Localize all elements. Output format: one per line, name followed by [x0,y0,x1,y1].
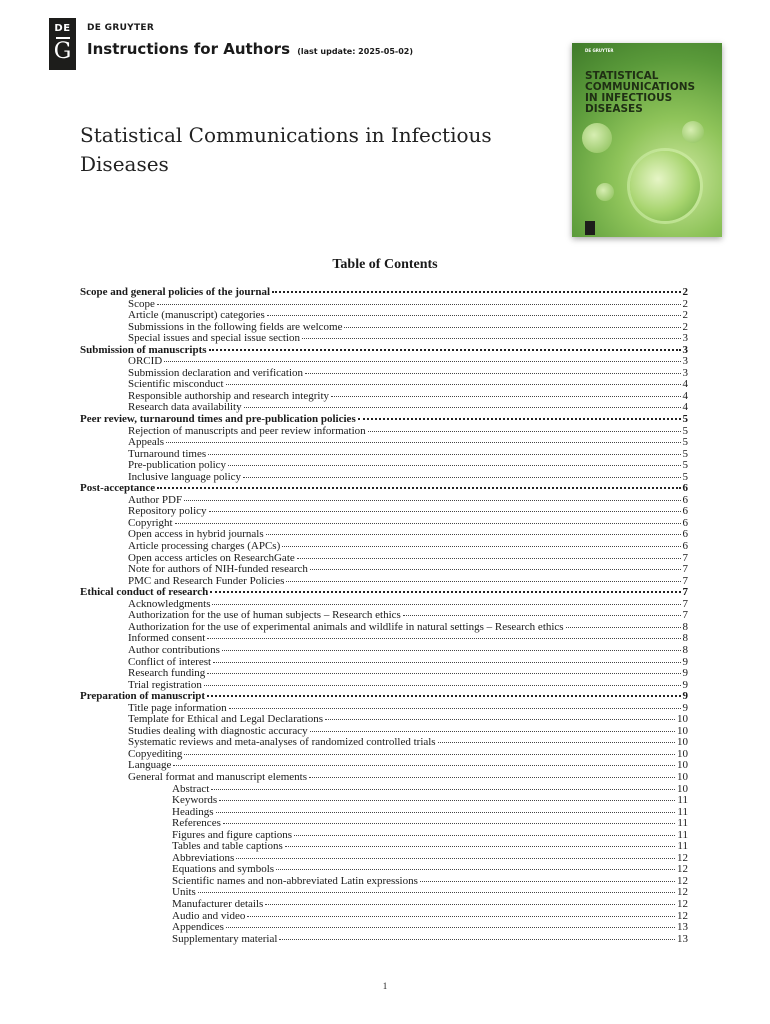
toc-entry-page: 11 [677,829,688,841]
toc-entry[interactable] [80,402,688,414]
toc-entry-title: Post-acceptance [80,483,156,495]
toc-entry-title: Headings [172,806,214,818]
toc-entry[interactable] [80,495,688,507]
toc-entry[interactable] [80,795,688,807]
toc-entry-title: Acknowledgments [128,598,211,610]
toc-entry-page: 10 [677,748,688,760]
toc-entry[interactable] [80,460,688,472]
cover-title-line: IN INFECTIOUS [585,92,673,104]
toc-entry-title: Article processing charges (APCs) [128,541,281,553]
toc-leader-dots [198,891,675,893]
toc-entry[interactable] [80,506,688,518]
publisher-logo [49,18,76,70]
toc-entry[interactable] [80,934,688,946]
toc-entry-title: Preparation of manuscript [80,691,206,703]
toc-leader-dots [184,499,680,501]
journal-cover-image [572,43,722,237]
toc-leader-dots [267,314,681,316]
toc-heading: Table of Contents [332,257,438,272]
toc-entry[interactable] [80,610,688,622]
toc-entry-title: Manufacturer details [172,898,264,910]
toc-entry[interactable] [80,391,688,403]
toc-entry[interactable] [80,645,688,657]
toc-entry-title: Open access in hybrid journals [128,529,264,541]
toc-entry-title: Author PDF [128,494,183,506]
toc-entry[interactable] [80,541,688,553]
toc-entry-page: 12 [677,875,688,887]
toc-entry[interactable] [80,379,688,391]
toc-leader-dots [279,938,675,940]
toc-entry-page: 7 [682,564,688,576]
cover-title [585,71,715,115]
toc-entry[interactable] [80,299,688,311]
toc-entry-page: 4 [682,390,688,402]
toc-entry-page: 12 [677,887,688,899]
toc-entry-page: 9 [682,691,688,703]
toc-entry-title: Title page information [128,702,227,714]
toc-entry-title: Special issues and special issue section [128,333,300,345]
cover-brand: DE GRUYTER [585,48,614,53]
toc-entry-title: Turnaround times [128,448,207,460]
toc-leader-dots [368,430,681,432]
toc-entry-title: Scientific misconduct [128,379,224,391]
toc-entry-title: Repository policy [128,506,207,518]
toc-entry-title: Rejection of manuscripts and peer review information [128,425,366,437]
toc-entry-title: Systematic reviews and meta-analyses of randomized controlled trials [128,737,436,749]
toc-entry-title: Appendices [172,922,224,934]
toc-entry-page: 9 [682,679,688,691]
toc-entry-page: 10 [677,737,688,749]
toc-entry[interactable] [80,818,688,830]
toc-entry[interactable] [80,691,688,703]
toc-entry-title: Note for authors of NIH-funded research [128,564,308,576]
toc-entry[interactable] [80,564,688,576]
toc-entry[interactable] [80,426,688,438]
toc-entry-page: 4 [682,379,688,391]
toc-entry-page: 6 [682,483,688,495]
toc-entry-title: Scope and general policies of the journal [80,287,271,298]
toc-entry-title: Tables and table captions [172,841,283,853]
toc-entry-page: 7 [682,610,688,622]
toc-entry-title: Keywords [172,795,218,807]
toc-entry[interactable] [80,876,688,888]
toc-entry-page: 2 [682,321,688,333]
toc-entry[interactable] [80,887,688,899]
toc-entry-page: 11 [677,841,688,853]
toc-entry-title: Submission of manuscripts [80,344,207,356]
toc-entry-page: 6 [682,506,688,518]
toc-entry-title: ORCID [128,356,163,368]
cover-title-line: COMMUNICATIONS [585,81,696,93]
toc-leader-dots [420,880,675,882]
document-title [87,40,413,58]
toc-entry-page: 2 [682,298,688,310]
toc-entry-page: 2 [682,287,688,298]
journal-title: Statistical Communications in Infectious Diseases [80,123,492,176]
toc-entry-title: Copyright [128,517,173,529]
toc-entry[interactable] [80,599,688,611]
toc-leader-dots [276,868,675,870]
toc-entry-title: Open access articles on ResearchGate [128,552,295,564]
toc-entry-title: Abstract [172,783,210,795]
toc-leader-dots [166,441,680,443]
toc-entry-page: 8 [682,644,688,656]
toc-leader-dots [212,603,680,605]
toc-leader-dots [226,926,675,928]
toc-entry[interactable] [80,853,688,865]
toc-entry-page: 3 [682,367,688,379]
toc-leader-dots [164,360,680,362]
toc-leader-dots [325,718,675,720]
toc-entry[interactable] [80,622,688,634]
toc-entry[interactable] [80,749,688,761]
toc-entry-title: Research funding [128,668,206,680]
toc-entry-page: 4 [682,402,688,414]
toc-entry[interactable] [80,483,688,495]
toc-entry-page: 5 [682,414,688,426]
toc-entry-title: Ethical conduct of research [80,587,209,599]
toc-entry-title: Article (manuscript) categories [128,310,265,322]
toc-entry-page: 5 [682,425,688,437]
toc-leader-dots [184,753,675,755]
toc-entry[interactable] [80,680,688,692]
toc-entry-page: 2 [682,310,688,322]
toc-leader-dots [566,626,681,628]
toc-entry-page: 6 [682,494,688,506]
toc-leader-dots [204,684,681,686]
toc-leader-dots [219,799,675,801]
toc-entry-title: PMC and Research Funder Policies [128,575,285,587]
toc-entry-title: Trial registration [128,679,202,691]
toc-entry-title: Informed consent [128,633,206,645]
toc-leader-dots [157,486,680,489]
table-of-contents [80,287,688,945]
toc-leader-dots [302,337,681,339]
toc-leader-dots [210,590,680,593]
toc-leader-dots [247,915,675,917]
toc-entry-title: Research data availability [128,402,242,414]
toc-entry-title: Authorization for the use of experimental animals and wildlife in natural settings – Research ethics [128,621,564,633]
toc-leader-dots [282,545,680,547]
toc-leader-dots [344,326,680,328]
toc-entry-page: 6 [682,529,688,541]
toc-entry-page: 5 [682,448,688,460]
virus-illustration [596,183,614,201]
toc-leader-dots [222,649,681,651]
toc-entry-page: 10 [677,714,688,726]
toc-entry-page: 3 [682,356,688,368]
toc-entry[interactable] [80,310,688,322]
toc-entry-title: Figures and figure captions [172,829,293,841]
toc-entry-page: 8 [682,633,688,645]
logo-top-text: DE [54,23,71,34]
toc-leader-dots [236,857,675,859]
cover-title-line: STATISTICAL [585,70,659,82]
toc-entry[interactable] [80,899,688,911]
document-title-text: Instructions for Authors [87,40,290,58]
toc-entry-page: 11 [677,806,688,818]
toc-entry[interactable] [80,841,688,853]
toc-entry[interactable] [80,333,688,345]
toc-entry[interactable] [80,449,688,461]
toc-entry-title: Submissions in the following fields are welcome [128,321,343,333]
toc-leader-dots [209,510,681,512]
toc-entry-page: 9 [682,656,688,668]
toc-entry-page: 8 [682,621,688,633]
toc-leader-dots [175,522,681,524]
toc-entry-page: 10 [677,760,688,772]
toc-leader-dots [229,707,681,709]
toc-entry-title: Inclusive language policy [128,471,242,483]
toc-entry[interactable] [80,807,688,819]
toc-entry[interactable] [80,703,688,715]
toc-entry-page: 5 [682,460,688,472]
toc-leader-dots [157,303,681,305]
toc-entry[interactable] [80,322,688,334]
toc-entry[interactable] [80,726,688,738]
toc-leader-dots [310,730,675,732]
toc-entry-title: Responsible authorship and research integrity [128,390,330,402]
toc-entry-title: Audio and video [172,910,246,922]
toc-entry-title: Abbreviations [172,852,235,864]
toc-entry-page: 10 [677,725,688,737]
toc-entry-page: 10 [677,771,688,783]
toc-entry-page: 12 [677,852,688,864]
toc-entry-page: 11 [677,818,688,830]
toc-entry[interactable] [80,714,688,726]
toc-leader-dots [209,348,681,351]
toc-entry-title: Supplementary material [172,933,278,945]
toc-entry[interactable] [80,772,688,784]
toc-entry-title: Authorization for the use of human subjects – Research ethics [128,610,401,622]
toc-leader-dots [207,672,680,674]
toc-entry[interactable] [80,529,688,541]
toc-entry-title: Submission declaration and verification [128,367,304,379]
toc-entry-title: Units [172,887,196,899]
toc-entry-title: Scientific names and non-abbreviated Latin expressions [172,875,418,887]
toc-entry-title: Copyediting [128,748,183,760]
toc-leader-dots [286,580,680,582]
toc-entry[interactable] [80,911,688,923]
toc-leader-dots [228,464,680,466]
toc-leader-dots [223,822,676,824]
toc-entry[interactable] [80,414,688,426]
toc-leader-dots [207,694,680,697]
toc-entry-title: Scope [128,298,155,310]
toc-leader-dots [285,845,676,847]
toc-leader-dots [294,834,675,836]
toc-entry-page: 9 [682,702,688,714]
toc-entry-title: Appeals [128,437,165,449]
toc-entry[interactable] [80,668,688,680]
toc-entry[interactable] [80,576,688,588]
toc-leader-dots [266,533,681,535]
logo-bottom-text: G [53,39,72,64]
toc-leader-dots [207,637,680,639]
toc-leader-dots [226,383,681,385]
toc-entry-title: Equations and symbols [172,864,275,876]
toc-leader-dots [272,290,680,293]
toc-entry-page: 5 [682,437,688,449]
toc-entry-page: 7 [682,575,688,587]
toc-entry-page: 6 [682,517,688,529]
toc-entry-title: Conflict of interest [128,656,212,668]
virus-illustration [682,121,704,143]
virus-illustration [630,151,700,221]
toc-entry-title: Studies dealing with diagnostic accuracy [128,725,308,737]
toc-entry-title: Author contributions [128,644,220,656]
virus-illustration [582,123,612,153]
toc-leader-dots [403,614,681,616]
toc-leader-dots [310,568,681,570]
toc-entry-page: 10 [677,783,688,795]
toc-leader-dots [211,788,675,790]
toc-entry-page: 9 [682,668,688,680]
toc-entry-page: 7 [682,598,688,610]
toc-leader-dots [331,395,680,397]
toc-entry-page: 12 [677,910,688,922]
toc-entry[interactable] [80,553,688,565]
toc-entry[interactable] [80,587,688,599]
toc-entry[interactable] [80,472,688,484]
toc-entry[interactable] [80,437,688,449]
toc-entry[interactable] [80,864,688,876]
toc-entry-page: 3 [682,333,688,345]
toc-entry-title: Pre-publication policy [128,460,227,472]
toc-entry[interactable] [80,345,688,357]
toc-leader-dots [244,406,681,408]
toc-entry-page: 6 [682,541,688,553]
toc-entry-page: 7 [682,552,688,564]
toc-leader-dots [297,557,681,559]
toc-entry-page: 13 [677,933,688,945]
toc-leader-dots [243,476,680,478]
publisher-name: DE GRUYTER [87,23,155,33]
last-update-label: (last update: 2025-05-02) [297,47,414,56]
toc-leader-dots [213,661,680,663]
toc-leader-dots [208,453,680,455]
toc-leader-dots [216,811,676,813]
toc-leader-dots [265,903,675,905]
toc-entry-page: 5 [682,471,688,483]
toc-entry-page: 3 [682,344,688,356]
toc-leader-dots [438,741,675,743]
toc-leader-dots [173,764,675,766]
toc-entry[interactable] [80,356,688,368]
toc-entry-title: Peer review, turnaround times and pre-publication policies [80,414,356,426]
toc-entry[interactable] [80,633,688,645]
toc-entry-page: 7 [682,587,688,599]
page-number: 1 [382,981,388,991]
cover-title-line: DISEASES [585,103,643,115]
toc-leader-dots [305,372,680,374]
toc-entry-title: References [172,818,221,830]
toc-entry-page: 11 [677,795,688,807]
toc-entry[interactable] [80,922,688,934]
cover-logo-strip [585,221,595,235]
toc-leader-dots [358,417,681,420]
toc-entry-title: General format and manuscript elements [128,771,307,783]
toc-entry[interactable] [80,737,688,749]
toc-entry-title: Template for Ethical and Legal Declarations [128,714,324,726]
toc-entry[interactable] [80,760,688,772]
toc-entry-page: 12 [677,898,688,910]
toc-entry-page: 13 [677,922,688,934]
toc-entry[interactable] [80,830,688,842]
toc-entry[interactable] [80,657,688,669]
toc-entry[interactable] [80,368,688,380]
toc-entry[interactable] [80,784,688,796]
toc-entry[interactable] [80,287,688,299]
toc-entry[interactable] [80,518,688,530]
toc-leader-dots [309,776,675,778]
toc-entry-page: 12 [677,864,688,876]
toc-entry-title: Language [128,760,172,772]
